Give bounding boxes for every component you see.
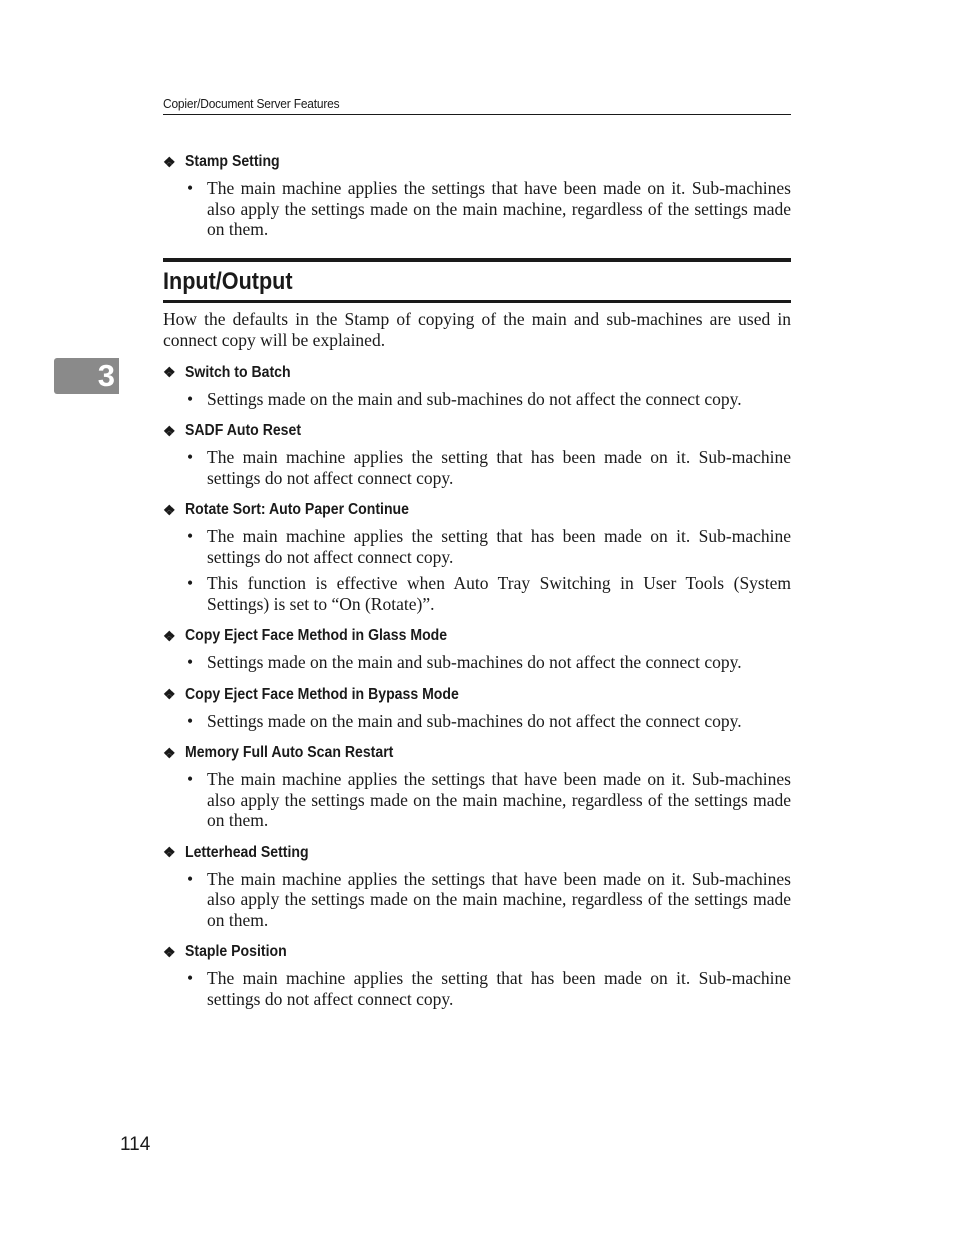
- subheading-staple-position: [163, 940, 791, 964]
- bullet-icon: •: [187, 178, 194, 198]
- running-header: Copier/Document Server Features: [163, 96, 340, 111]
- bullet-text: The main machine applies the settings that have been made on it. Sub-machines also apply the settings made on the main machine, regardless of the settings made on them.: [207, 769, 791, 830]
- bullet-list: [163, 526, 791, 614]
- page-number: 114: [120, 1134, 151, 1155]
- bullet-item: [163, 178, 791, 240]
- subheading-text: Memory Full Auto Scan Restart: [185, 744, 394, 761]
- bullet-text: The main machine applies the setting that has been made on it. Sub-machine settings do not affect connect copy.: [207, 968, 791, 1009]
- section-intro: How the defaults in the Stamp of copying of the main and sub-machines are used in connect copy will be explained.: [163, 308, 791, 350]
- bullet-icon: •: [187, 388, 194, 409]
- subheading-text: Stamp Setting: [185, 153, 280, 170]
- bullet-text: Settings made on the main and sub-machines do not affect the connect copy.: [207, 710, 742, 731]
- diamond-icon: ❖: [163, 364, 176, 380]
- bullet-icon: •: [187, 710, 194, 731]
- header-rule: [163, 114, 791, 115]
- bullet-icon: •: [187, 526, 194, 546]
- bullet-list: [163, 869, 791, 931]
- subheading-text: Staple Position: [185, 943, 287, 960]
- bullet-text: This function is effective when Auto Tray Switching in User Tools (System Settings) is set to “On (Rotate)”.: [207, 573, 791, 614]
- subheading-switch-to-batch: [163, 361, 791, 385]
- bullet-text: The main machine applies the setting that has been made on it. Sub-machine settings do not affect connect copy.: [207, 447, 791, 488]
- bullet-item: [163, 447, 791, 488]
- bullet-text: Settings made on the main and sub-machines do not affect the connect copy.: [207, 652, 742, 672]
- subheading-memory-full-auto-scan-restart: [163, 741, 791, 765]
- bullet-icon: •: [187, 868, 194, 889]
- diamond-icon: ❖: [163, 844, 176, 860]
- bullet-list: [163, 447, 791, 488]
- diamond-icon: ❖: [163, 153, 176, 170]
- bullet-list: [163, 389, 791, 410]
- bullet-icon: •: [187, 968, 194, 988]
- bullet-text: The main machine applies the setting that has been made on it. Sub-machine settings do not affect connect copy.: [207, 526, 791, 567]
- subheading-text: Rotate Sort: Auto Paper Continue: [185, 501, 409, 518]
- subheading-text: Switch to Batch: [185, 363, 291, 381]
- bullet-item: [163, 711, 791, 732]
- subheading-copy-eject-face-method-in-glass-mode: [163, 624, 791, 648]
- bullet-item: [163, 652, 791, 673]
- section-title: Input/Output: [163, 267, 293, 295]
- bullet-list: [163, 711, 791, 732]
- diamond-icon: ❖: [163, 744, 176, 761]
- bullet-list: [163, 769, 791, 831]
- section-bottom-rule: [163, 300, 791, 303]
- diamond-icon: ❖: [163, 501, 176, 518]
- subheading-text: SADF Auto Reset: [185, 422, 302, 439]
- chapter-number: 3: [97, 358, 115, 393]
- page-content: [163, 140, 791, 1015]
- diamond-icon: ❖: [163, 422, 176, 439]
- bullet-list: [163, 178, 791, 240]
- subheading-stamp-setting: [163, 150, 791, 174]
- chapter-tab: [54, 358, 119, 394]
- bullet-item: [163, 573, 791, 614]
- subheading-rotate-sort-auto-paper-continue: [163, 498, 791, 522]
- bullet-item: [163, 769, 791, 831]
- bullet-text: Settings made on the main and sub-machines do not affect the connect copy.: [207, 388, 742, 409]
- subheading-text: Copy Eject Face Method in Glass Mode: [185, 627, 448, 644]
- bullet-icon: •: [187, 769, 194, 789]
- subheading-sadf-auto-reset: [163, 419, 791, 443]
- bullet-list: [163, 968, 791, 1009]
- bullet-text: The main machine applies the settings that have been made on it. Sub-machines also apply the settings made on the main machine, regardless of the settings made on them.: [207, 868, 791, 930]
- bullet-list: [163, 652, 791, 673]
- diamond-icon: ❖: [163, 943, 176, 960]
- subheading-text: Copy Eject Face Method in Bypass Mode: [185, 685, 459, 703]
- bullet-item: [163, 526, 791, 567]
- bullet-icon: •: [187, 652, 194, 672]
- bullet-item: [163, 869, 791, 931]
- subheading-text: Letterhead Setting: [185, 843, 309, 861]
- diamond-icon: ❖: [163, 627, 176, 644]
- bullet-item: [163, 968, 791, 1009]
- bullet-icon: •: [187, 573, 194, 593]
- subheading-letterhead-setting: [163, 841, 791, 865]
- bullet-item: [163, 389, 791, 410]
- bullet-icon: •: [187, 447, 194, 467]
- diamond-icon: ❖: [163, 686, 176, 702]
- section-items: [163, 361, 791, 1010]
- subheading-copy-eject-face-method-in-bypass-mode: [163, 683, 791, 707]
- bullet-text: The main machine applies the settings that have been made on it. Sub-machines also apply the settings made on the main machine, regardless of the settings made on them.: [207, 178, 791, 239]
